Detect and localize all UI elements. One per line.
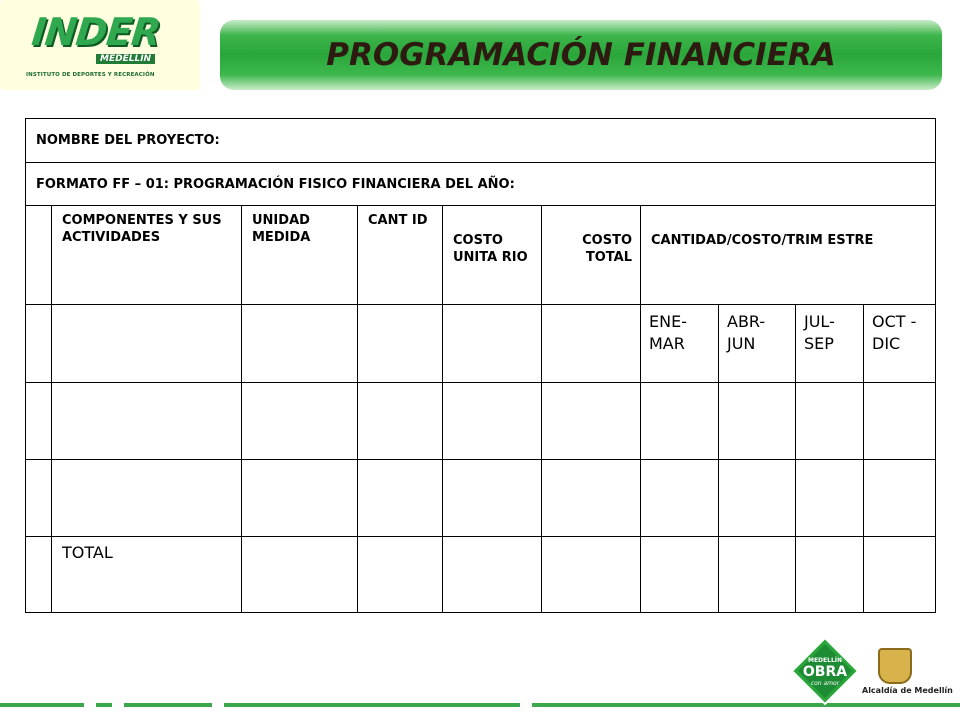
table-cell [443, 305, 542, 383]
quarter-abr-jun: ABR-JUN [719, 305, 796, 383]
table-cell [641, 537, 719, 613]
format-label: FORMATO FF – 01: PROGRAMACIÓN FISICO FINANCIERA DEL AÑO: [26, 163, 936, 206]
table-cell [358, 383, 443, 460]
table-cell [443, 537, 542, 613]
table-cell [796, 383, 864, 460]
page-title: PROGRAMACIÓN FINANCIERA [326, 37, 836, 73]
col-quarters: CANTIDAD/COSTO/TRIM ESTRE [641, 206, 936, 305]
table-cell [26, 305, 52, 383]
header-spacer-cell [26, 206, 52, 305]
logo-city: MEDELLÍN [96, 54, 155, 64]
footer-divider-gap [112, 702, 124, 708]
table-cell [719, 383, 796, 460]
table-cell [52, 383, 242, 460]
quarter-row [26, 305, 936, 383]
table-row [26, 460, 936, 537]
table-cell [358, 537, 443, 613]
format-row [26, 163, 936, 206]
table-cell [26, 460, 52, 537]
col-quantity: CANT ID [358, 206, 443, 305]
footer-divider-gap [212, 702, 224, 708]
table-cell [641, 460, 719, 537]
table-cell [719, 537, 796, 613]
table-cell [796, 537, 864, 613]
table-cell [542, 305, 641, 383]
table-cell [641, 383, 719, 460]
total-row [26, 537, 936, 613]
total-label: TOTAL [52, 537, 242, 613]
project-name-label: NOMBRE DEL PROYECTO: [26, 119, 936, 163]
quarter-ene-mar: ENE-MAR [641, 305, 719, 383]
coat-of-arms-icon [878, 648, 912, 684]
table-cell [242, 537, 358, 613]
table-cell [864, 383, 936, 460]
table-cell [542, 383, 641, 460]
table-cell [242, 305, 358, 383]
table-cell [26, 383, 52, 460]
quarter-jul-sep: JUL-SEP [796, 305, 864, 383]
obra-line1: MEDELLÍN [807, 657, 843, 664]
financial-form-table [25, 118, 936, 613]
footer-divider-gap [520, 702, 532, 708]
table-cell [242, 383, 358, 460]
table-cell [542, 537, 641, 613]
alcaldia-label: Alcaldía de Medellín [862, 686, 953, 695]
table-cell [52, 305, 242, 383]
table-cell [542, 460, 641, 537]
quarter-oct-dic: OCT -DIC [864, 305, 936, 383]
col-unit: UNIDAD MEDIDA [242, 206, 358, 305]
table-cell [443, 383, 542, 460]
obra-line2: OBRA [802, 664, 848, 680]
table-cell [719, 460, 796, 537]
table-cell [443, 460, 542, 537]
col-total-cost: COSTO TOTAL [542, 206, 641, 305]
inder-logo [0, 0, 200, 90]
logo-subtitle: INSTITUTO DE DEPORTES Y RECREACIÓN [26, 72, 155, 78]
table-row [26, 383, 936, 460]
col-components: COMPONENTES Y SUS ACTIVIDADES [52, 206, 242, 305]
logo-text: INDER [29, 10, 163, 54]
table-cell [864, 537, 936, 613]
table-cell [358, 305, 443, 383]
table-cell [358, 460, 443, 537]
medellin-obra-logo [790, 636, 860, 706]
title-banner [220, 20, 942, 90]
table-cell [26, 537, 52, 613]
table-cell [796, 460, 864, 537]
column-header-row [26, 206, 936, 305]
col-unit-cost: COSTO UNITA RIO [443, 206, 542, 305]
table-cell [52, 460, 242, 537]
table-cell [242, 460, 358, 537]
footer-divider-gap [84, 702, 96, 708]
project-name-row [26, 119, 936, 163]
table-cell [864, 460, 936, 537]
obra-line3: con amor [810, 680, 840, 687]
